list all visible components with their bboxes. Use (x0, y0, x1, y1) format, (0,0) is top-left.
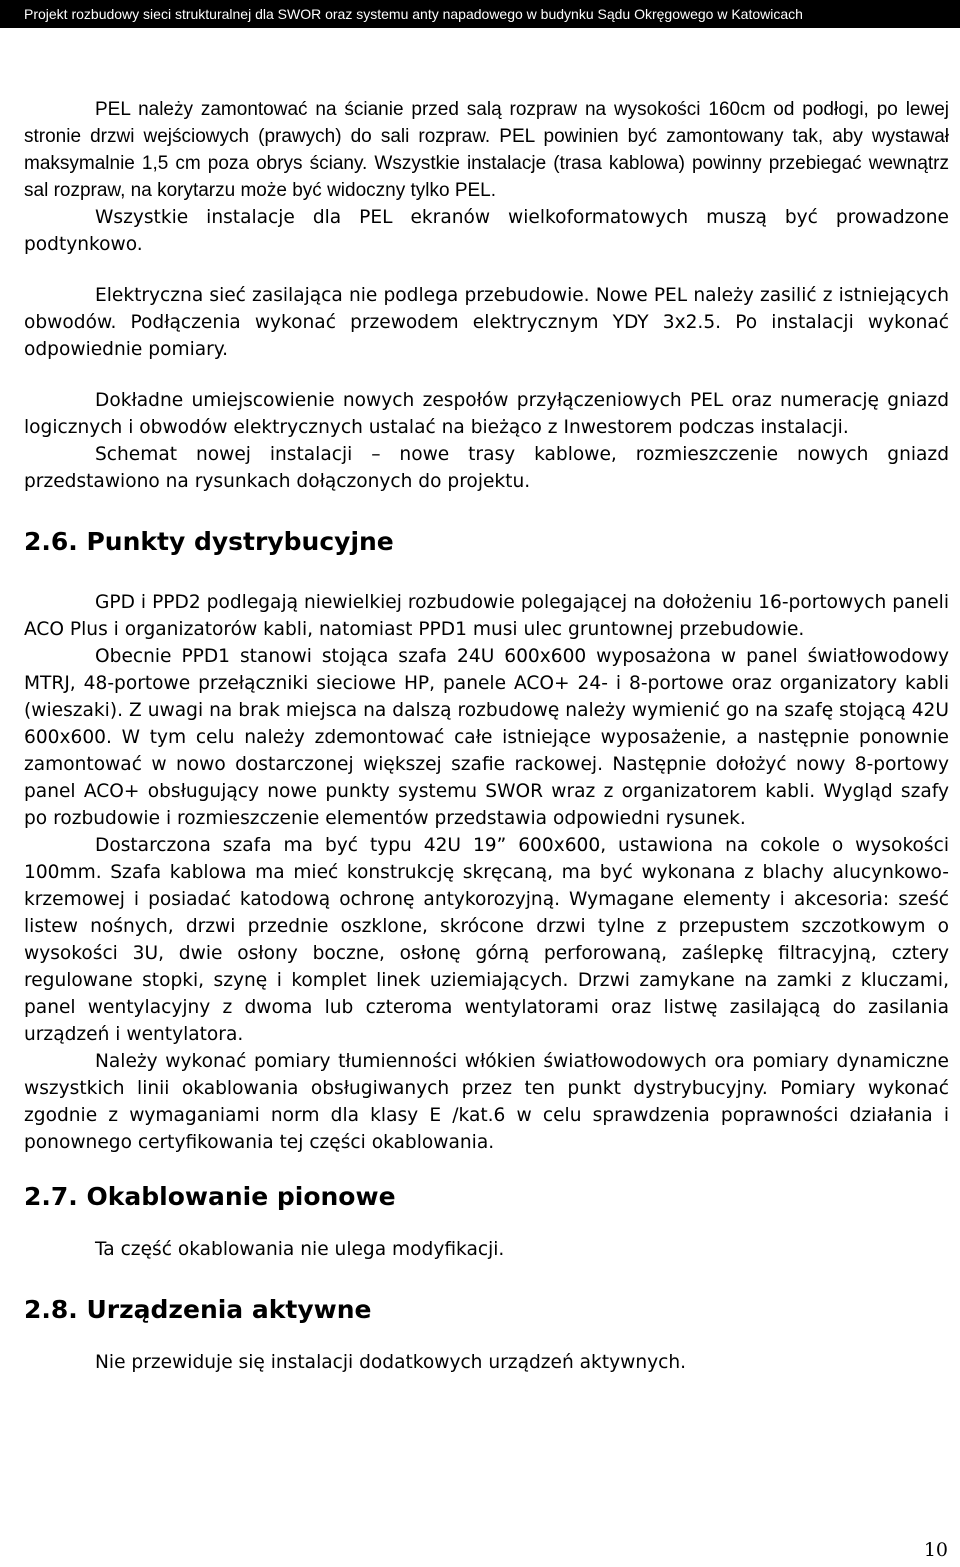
paragraph-pel-wiring: Wszystkie instalacje dla PEL ekranów wielkoformatowych muszą być prowadzone podtynkowo. (24, 207, 949, 255)
section-heading-2-8: 2.8. Urządzenia aktywne (24, 1295, 372, 1324)
document-header: Projekt rozbudowy sieci strukturalnej dla SWOR oraz systemu anty napadowego w budynku Sądu Okręgowego w Katowicach (0, 0, 960, 28)
paragraph-active-devices: Nie przewiduje się instalacji dodatkowych urządzeń aktywnych. (95, 1352, 687, 1373)
section-heading-2-6: 2.6. Punkty dystrybucyjne (24, 527, 394, 556)
page-number: 10 (923, 1539, 948, 1561)
section-heading-2-7: 2.7. Okablowanie pionowe (24, 1182, 396, 1211)
document-body (24, 96, 949, 1376)
paragraph-gpd-ppd2: GPD i PPD2 podlegają niewielkiej rozbudowie polegającej na dołożeniu 16-portowych paneli ACO Plus i organizatorów kabli, natomiast PPD1 musi ulec gruntownej przebudowie. (24, 592, 949, 640)
paragraph-measurements: Należy wykonać pomiary tłumienności włókien światłowodowych ora pomiary dynamiczne wszystkich linii okablowania obsługiwanych przez ten punkt dystrybucyjny. Pomiary wykonać zgodnie z wymaganiami norm dla klasy E /kat.6 w celu sprawdzenia poprawności działania i ponownego certyfikowania tej części okablowania. (24, 1051, 949, 1153)
paragraph-placement: Dokładne umiejscowienie nowych zespołów przyłączeniowych PEL oraz numerację gniazd logicznych i obwodów elektrycznych ustalać na bieżąco z Inwestorem podczas instalacji. (24, 390, 949, 438)
paragraph-ppd1-current: Obecnie PPD1 stanowi stojąca szafa 24U 600x600 wyposażona w panel światłowodowy MTRJ, 48-portowe przełączniki sieciowe HP, panele ACO+ 24- i 8-portowe oraz organizatory kabli (wieszaki). Z uwagi na brak miejsca na dalszą rozbudowę należy wymienić go na szafę stojącą 42U 600x600. W tym celu należy zdemontować całe istniejące wyposażenie, a następnie ponownie zamontować w nowo dostarczonej większej szafie rackowej. Następnie dołożyć nowy 8-portowy panel ACO+ obsługujący nowe punkty systemu SWOR wraz z organizatorem kabli. Wygląd szafy po rozbudowie i rozmieszczenie elementów przedstawia odpowiedni rysunek. (24, 646, 949, 829)
paragraph-schema: Schemat nowej instalacji – nowe trasy kablowe, rozmieszczenie nowych gniazd przedstawiono na rysunkach dołączonych do projektu. (24, 444, 949, 492)
paragraph-pel-mounting: PEL należy zamontować na ścianie przed salą rozpraw na wysokości 160cm od podłogi, po lewej stronie drzwi wejściowych (prawych) do sali rozpraw. PEL powinien być zamontowany tak, aby wystawał maksymalnie 1,5 cm poza obrys ściany. Wszystkie instalacje (trasa kablowa) powinny przebiegać wewnątrz sal rozpraw, na korytarzu może być widoczny tylko PEL. (24, 99, 949, 201)
paragraph-vertical-cabling: Ta część okablowania nie ulega modyfikacji. (95, 1239, 505, 1260)
paragraph-rack-spec: Dostarczona szafa ma być typu 42U 19” 600x600, ustawiona na cokole o wysokości 100mm. Szafa kablowa ma mieć konstrukcję skręcaną, ma być wykonana z blachy alucynkowo-krzemowej i posiadać katodową ochronę antykorozyjną. Wymagane elementy i akcesoria: sześć listew nośnych, drzwi przednie oszklone, skrócone drzwi tylne z przepustem szczotkowym o wysokości 3U, dwie osłony boczne, osłonę górną perforowaną, zaślepkę filtracyjną, cztery regulowane stopki, szynę i komplet linek uziemiających. Drzwi zamykane na zamki z kluczami, panel wentylacyjny z dwoma lub czteroma wentylatorami oraz listwę zasilającą do zasilania urządzeń i wentylatora. (24, 835, 949, 1045)
paragraph-power-network: Elektryczna sieć zasilająca nie podlega przebudowie. Nowe PEL należy zasilić z istniejących obwodów. Podłączenia wykonać przewodem elektrycznym YDY 3x2.5. Po instalacji wykonać odpowiednie pomiary. (24, 285, 949, 360)
